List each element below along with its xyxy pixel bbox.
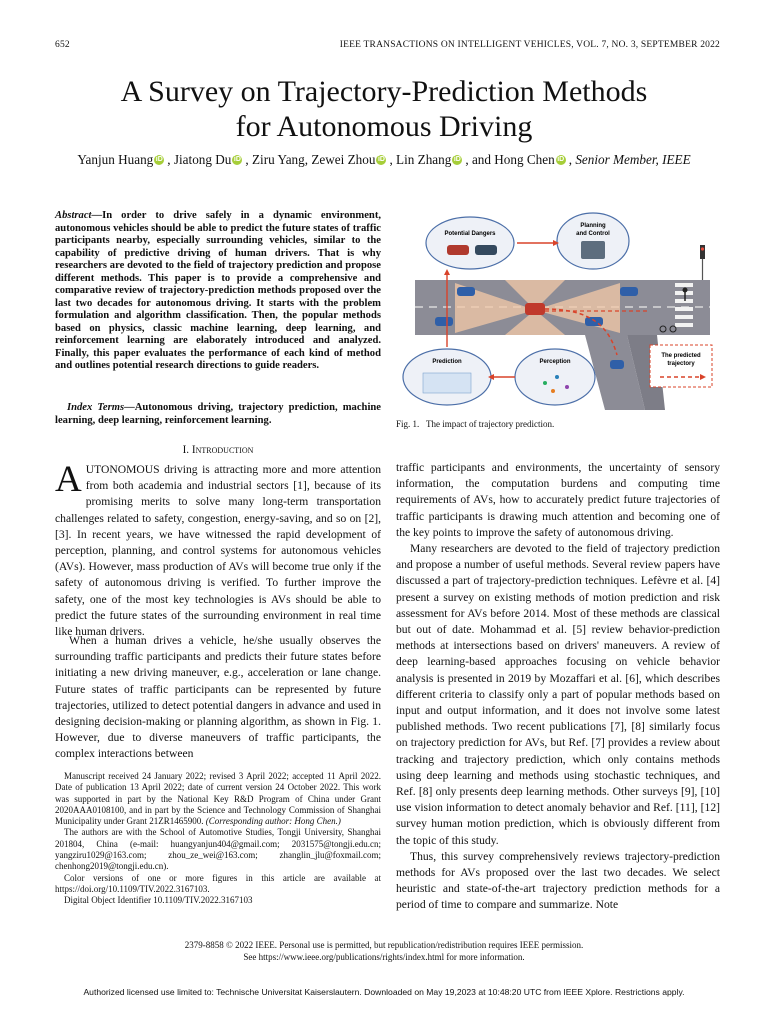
orcid-icon[interactable]: iD	[453, 156, 461, 163]
journal-header: IEEE TRANSACTIONS ON INTELLIGENT VEHICLES, VOL. 7, NO. 3, SEPTEMBER 2022	[339, 40, 720, 50]
author-list: Yanjun Huang iD , Jiatong Du iD , Ziru Yang, Zewei Zhou iD , Lin Zhang iD , and Hong Chen iD , Senior Member, IEEE	[77, 152, 691, 167]
orcid-icon[interactable]: iD	[155, 156, 163, 163]
figure-1-illustration	[395, 205, 721, 410]
figure-label-predicted-1: The predicted	[661, 353, 701, 359]
copyright-notice	[0, 940, 768, 963]
index-terms-text: —Autonomous driving, trajectory prediction, machine learning, deep learning, reinforcement learning.	[55, 402, 381, 426]
car	[435, 317, 453, 326]
caption-text: The impact of trajectory prediction.	[426, 419, 555, 429]
author-name: Lin Zhang	[396, 152, 452, 167]
section-title: Introduction	[191, 444, 254, 456]
footnote-color: Color versions of one or more figures in this article are available at https://doi.org/10.1109/TIV.2022.3167103.	[55, 872, 381, 894]
license-footer: Authorized licensed use limited to: Technische Universitat Kaiserslautern. Downloaded on May 19,2023 at 10:48:20 UTC from IEEE Xplore. Restrictions apply.	[83, 987, 685, 997]
author-name: Ziru Yang	[251, 152, 305, 167]
paper-title	[0, 74, 768, 144]
intro-paragraph-2	[55, 633, 381, 763]
paragraph-text: traffic participants and environments, the uncertainty of sensory information, the computation burdens and computing time requirements of AVs, how to accurately predict future trajectories of traffic participants is drawing much attention and becoming one of the key points to improve the safety of autonomous driving.	[396, 461, 720, 539]
orcid-icon[interactable]: iD	[377, 156, 385, 163]
pedestrian	[683, 288, 688, 293]
author-name: Jiatong Du	[173, 152, 232, 167]
orcid-icon[interactable]: iD	[557, 156, 565, 163]
figure-caption	[396, 419, 554, 429]
author-name: and Hong Chen	[471, 152, 555, 167]
abstract-text: —In order to drive safely in a dynamic environment, autonomous vehicles should be able to predict the future states of traffic participants nearby, especially surrounding vehicles, similar to the capability of predictive driving of human drivers. That is why researchers are devoted to the field of trajectory prediction and propose different methods. This paper is to provide a comprehensive and comparative review of trajectory-prediction methods proposed over the last two decades for autonomous driving. It starts with the problem formulation and algorithm classification. Then, the popular methods based on physics, classic machine learning, deep learning, and reinforcement learning are elaborately introduced and analyzed. Finally, this paper evaluates the performance of each kind of method and outlines potential research directions to guide readers.	[55, 210, 381, 371]
paragraph-text: When a human drives a vehicle, he/she usually observes the surrounding traffic participants and predicts their future states before initiating a new driving maneuver, e.g., acceleration or lane change. Future states of traffic participants can be represented by future trajectories, utilized to detect potential dangers in advance and used in designing decision-making or planning algorithm, as shown in Fig. 1. However, due to diverse maneuvers of traffic participants, the complex interactions between	[55, 634, 381, 761]
figure-label-planning-2: and Control	[576, 231, 610, 237]
index-terms-label: Index Terms	[67, 402, 125, 413]
car	[457, 287, 475, 296]
abstract-label: Abstract	[55, 210, 92, 221]
paragraph-text: Thus, this survey comprehensively reviews trajectory-prediction methods for AVs proposed over the last two decades. We select heuristic and state-of-the-art trajectory prediction methods for a period of time to compare and summarize. Note	[396, 849, 720, 912]
figure-label-perception: Perception	[539, 359, 571, 365]
copyright-line-1: 2379-8858 © 2022 IEEE. Personal use is permitted, but republication/redistribution requires IEEE permission.	[184, 940, 584, 950]
title-line-2: for Autonomous Driving	[235, 110, 533, 143]
figure-label-planning-1: Planning	[580, 223, 606, 229]
ego-car	[525, 303, 545, 315]
caption-number: Fig. 1.	[396, 419, 420, 429]
car	[620, 287, 638, 296]
section-number: I.	[182, 444, 190, 456]
footnote-manuscript: Manuscript received 24 January 2022; revised 3 April 2022; accepted 11 April 2022. Date of publication 13 April 2022; date of current version 24 October 2022. This work was supported in part by the National Key R&D Program of China under Grant 2020AAA0108100, and in part by the Science and Technology Commission of Shanghai Municipality under Grant 21ZR1465900. (Corresponding author: Hong Chen.)	[55, 771, 381, 827]
traffic-light	[700, 245, 705, 259]
copyright-line-2: See https://www.ieee.org/publications/rights/index.html for more information.	[243, 951, 525, 962]
car	[610, 360, 624, 369]
figure-label-predicted-2: trajectory	[667, 361, 695, 367]
paragraph-text: Many researchers are devoted to the field of trajectory prediction and propose a number of useful methods. Several review papers have discussed a part of trajectory-prediction techniques. Lefèvre et al. [4] present a survey on existing methods of motion prediction and risk assessment for AVs before 2014. Most of these methods are classical but out of date. Mohammad et al. [5] review behavior-prediction methods at intersections based on drivers' maneuvers. A review of deep learning-based approaches focusing on vehicle behavior analysis is presented in 2019 by Mozaffari et al. [6], which describes different criteria to classify only a part of popular methods based on input and output information, and it does not involve some latest published methods. Two recent publications [7], [8] similarly focus on trajectory prediction for AVs, but Ref. [7] provides a review about tracking and trajectory prediction, which only contains methods using deep learning and methods using stochastic techniques, and Ref. [8] only presents deep learning methods. Other surveys [9], [10] use vision information to detect anomaly behavior and Ref. [11], [12] survey human motion prediction, which is obviously different from the topic of this study.	[396, 542, 720, 847]
potential-dangers-bubble	[426, 217, 514, 269]
footnote-affiliation: The authors are with the School of Automotive Studies, Tongji University, Shanghai 201804, China (e-mail: huangyanjun404@gmail.com; 2031575@tongji.edu.cn; yangziru1029@163.com; zhou_ze_wei@163.com; zhanglin_jlu@foxmail.com; chenhong2019@tongji.edu.cn).	[55, 827, 381, 872]
figure-label-prediction: Prediction	[432, 359, 462, 365]
title-line-1: A Survey on Trajectory-Prediction Methods	[120, 75, 648, 108]
column-2-body	[396, 460, 720, 914]
figure-label-dangers: Potential Dangers	[444, 231, 496, 237]
page-number: 652	[55, 40, 70, 50]
intro-paragraph-1	[55, 459, 381, 640]
abstract	[55, 210, 381, 373]
index-terms	[55, 402, 381, 427]
section-heading	[55, 444, 381, 456]
paragraph-text: UTONOMOUS driving is attracting more and more attention from both academia and industrial sectors [1], because of its promising merits to solve many long-term transportation challenges related to safety, congestion, energy-saving, and so on [2], [3]. In recent years, we have witnessed the rapid development of perception, planning, and control systems for autonomous vehicles (AVs). However, mass production of AVs will become true only if the safety of autonomous driving is verified. To further improve the safety, one of the most key technologies is AVs should be able to predict the future states of the surrounding environment in real time like human drivers.	[55, 463, 381, 639]
author-name: Zewei Zhou	[311, 152, 376, 167]
orcid-icon[interactable]: iD	[233, 156, 241, 163]
drop-cap: A	[55, 459, 82, 500]
author-membership: Senior Member, IEEE	[575, 152, 691, 167]
footnote-doi: Digital Object Identifier 10.1109/TIV.2022.3167103	[64, 895, 253, 906]
author-name: Yanjun Huang	[77, 152, 154, 167]
footnotes	[55, 771, 381, 907]
